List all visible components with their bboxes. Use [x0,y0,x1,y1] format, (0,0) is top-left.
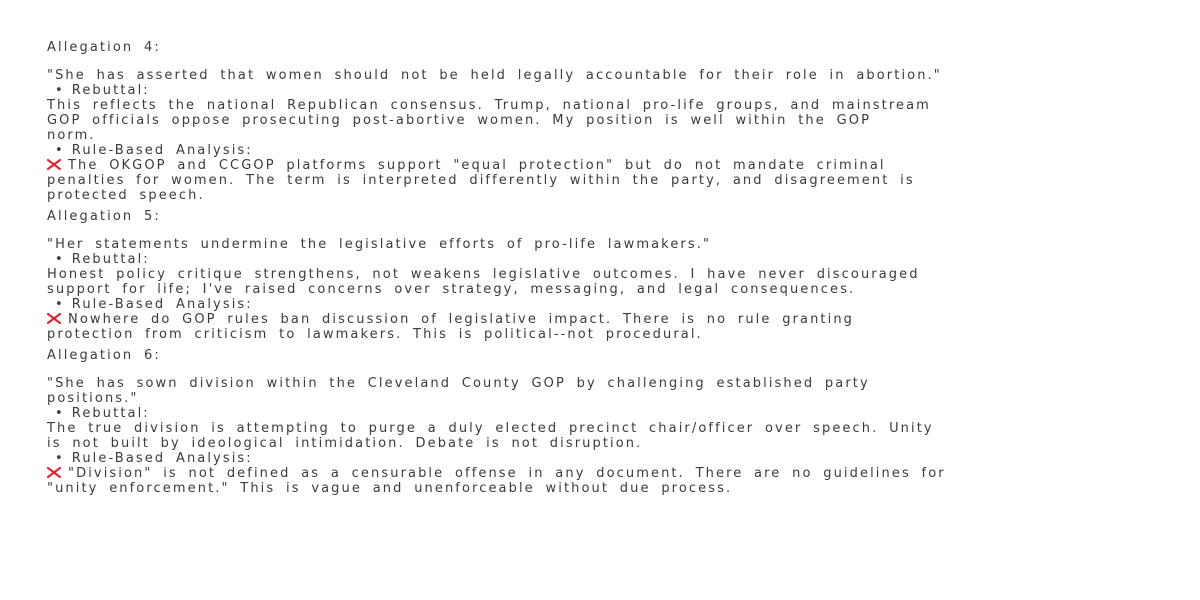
allegation-quote-line: positions." [47,391,139,406]
red-x-icon [47,313,61,324]
body-text-line: This reflects the national Republican consensus. Trump, national pro-life groups, and mainstream [47,98,931,113]
red-x-icon [47,159,61,170]
analysis-text: The OKGOP and CCGOP platforms support "equal protection" but do not mandate criminal [68,158,886,173]
body-text-line: Honest policy critique strengthens, not weakens legislative outcomes. I have never discouraged [47,267,920,282]
allegation-heading: Allegation 6: [47,348,161,363]
analysis-text: Nowhere do GOP rules ban discussion of legislative impact. There is no rule granting [68,312,855,327]
body-text-line: The true division is attempting to purge a duly elected precinct chair/officer over speech. Unity [47,421,934,436]
allegation-heading: Allegation 4: [47,40,161,55]
red-x-icon [47,467,61,478]
bullet-label: Rebuttal: [71,83,150,98]
allegation-quote-line: "Her statements undermine the legislative efforts of pro-life lawmakers." [47,237,712,252]
body-text-line: protected speech. [47,188,205,203]
bullet-label-line [47,451,1180,466]
analysis-x-line [47,158,1180,173]
allegation-heading: Allegation 5: [47,209,161,224]
allegation-section [47,40,1180,203]
bullet-icon: • [55,451,65,466]
body-text-line: is not built by ideological intimidation. Debate is not disruption. [47,436,643,451]
bullet-label-line [47,252,1180,267]
bullet-label-line [47,406,1180,421]
bullet-label-line [47,297,1180,312]
body-text-line: GOP officials oppose prosecuting post-abortive women. My position is well within the GOP [47,113,872,128]
body-text-line: norm. [47,128,96,143]
bullet-icon: • [55,297,65,312]
bullet-icon: • [55,252,65,267]
analysis-text: "Division" is not defined as a censurable offense in any document. There are no guidelines for [68,466,946,481]
allegation-quote-line: "She has asserted that women should not be held legally accountable for their role in abortion." [47,68,942,83]
analysis-x-line [47,466,1180,481]
bullet-icon: • [55,406,65,421]
allegation-section [47,209,1180,342]
document-body [47,40,1180,496]
body-text-line: penalties for women. The term is interpreted differently within the party, and disagreement is [47,173,915,188]
body-text-line: "unity enforcement." This is vague and unenforceable without due process. [47,481,733,496]
bullet-icon: • [55,83,65,98]
bullet-label: Rule-Based Analysis: [71,143,253,158]
body-text-line: support for life; I've raised concerns over strategy, messaging, and legal consequences. [47,282,856,297]
bullet-label-line [47,83,1180,98]
bullet-label-line [47,143,1180,158]
allegation-section [47,348,1180,496]
bullet-label: Rebuttal: [71,406,150,421]
bullet-icon: • [55,143,65,158]
body-text-line: protection from criticism to lawmakers. This is political--not procedural. [47,327,703,342]
analysis-x-line [47,312,1180,327]
bullet-label: Rebuttal: [71,252,150,267]
bullet-label: Rule-Based Analysis: [71,451,253,466]
bullet-label: Rule-Based Analysis: [71,297,253,312]
allegation-quote-line: "She has sown division within the Cleveland County GOP by challenging established party [47,376,870,391]
